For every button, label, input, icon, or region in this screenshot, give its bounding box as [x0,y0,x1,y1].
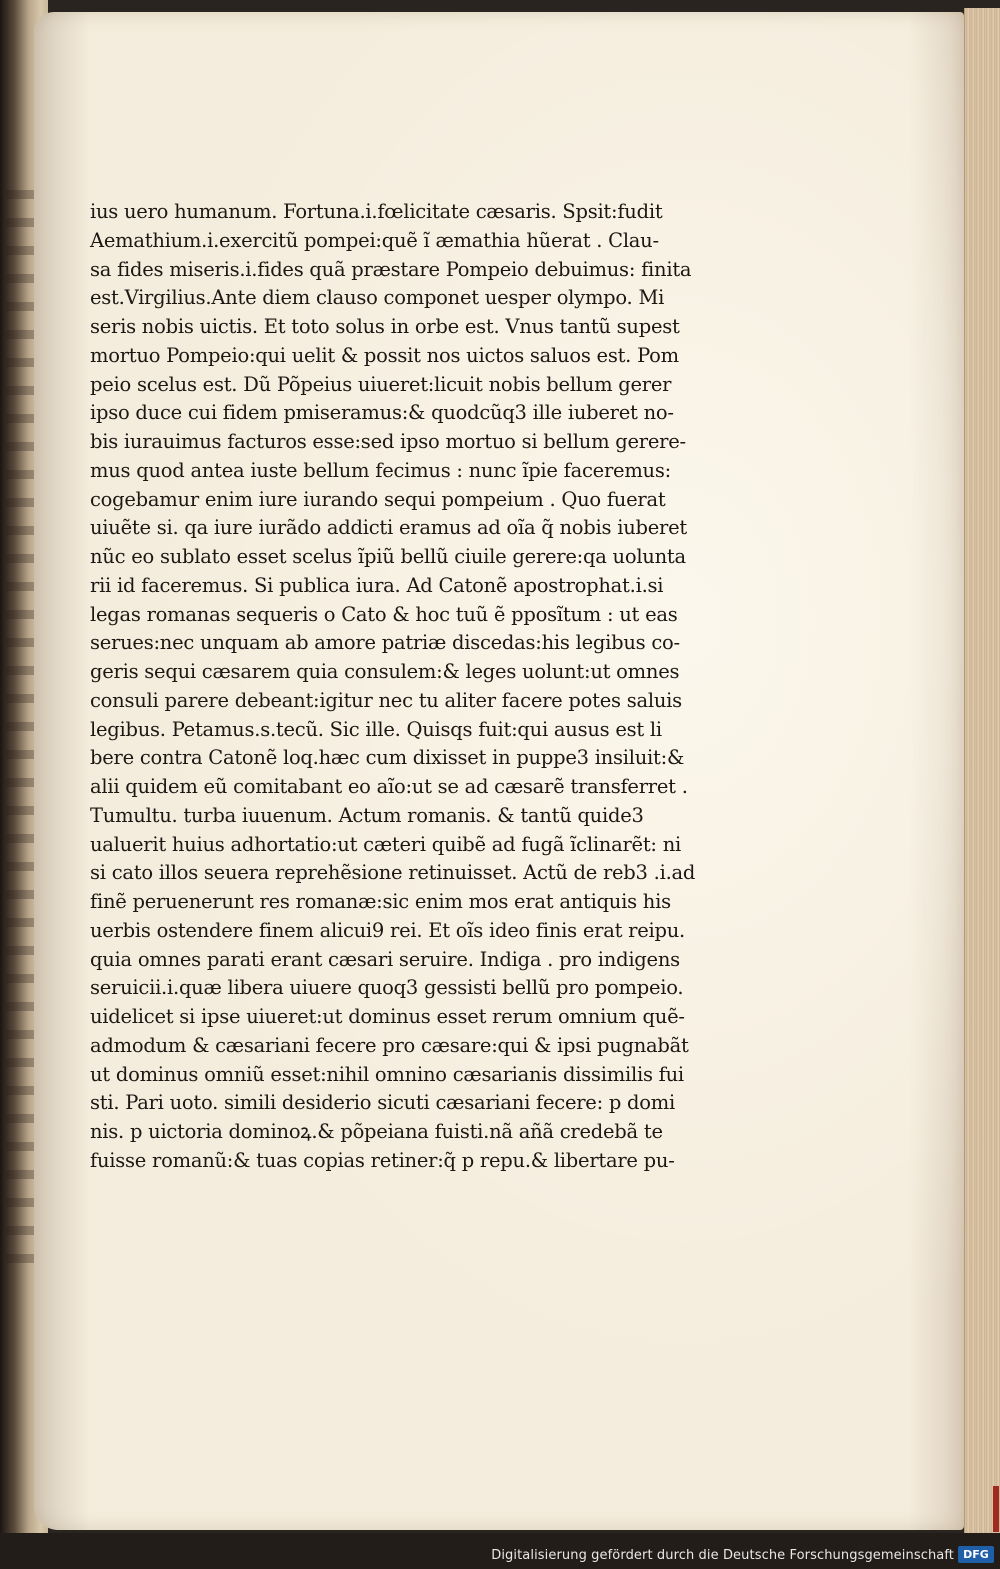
text-line: seris nobis uictis. Et toto solus in orbe est. Vnus tantũ supest [90,315,680,338]
text-line: ipso duce cui fidem pmiseramus:& quodcũq3 ille iuberet no- [90,401,674,425]
text-line: serues:nec unquam ab amore patriæ discedas:his legibus co- [90,631,680,655]
text-line: seruicii.i.quæ libera uiuere quoq3 gessisti bellũ pro pompeio. [90,976,684,1000]
text-line: si cato illos seuera reprehẽsione retinuisset. Actũ de reb3 .i.ad [90,861,696,885]
text-line: ut dominus omniũ esset:nihil omnino cæsarianis dissimilis fui [90,1062,684,1086]
text-line: mortuo Pompeio:qui uelit & possit nos uictos saluos est. Pom [90,343,679,367]
text-line: admodum & cæsariani fecere pro cæsare:qui & ipsi pugnabãt [90,1033,689,1057]
dfg-logo-icon: DFG [958,1546,994,1563]
text-line: Aemathium.i.exercitũ pompei:quẽ ĩ æmathia hũerat . Clau- [90,228,659,252]
text-line: mus quod antea iuste bellum fecimus : nunc ĩpie faceremus: [90,458,671,482]
text-line: rii id faceremus. Si publica iura. Ad Catonẽ apostrophat.i.si [90,573,664,597]
text-line: ualuerit huius adhortatio:ut cæteri quibẽ ad fugã ĩclinarẽt: ni [90,832,681,856]
text-line: nis. p uictoria dominoꝝ.& põpeiana fuisti.nã añã credebã te [90,1120,663,1143]
text-line: bere contra Catonẽ loq.hæc cum dixisset in puppe3 insiluit:& [90,746,685,770]
text-line: uidelicet si ipse uiueret:ut dominus esset rerum omnium quẽ- [90,1005,685,1028]
text-line: est.Virgilius.Ante diem clauso componet uesper olympo. Mi [90,286,665,310]
commentary-text-block [90,198,696,1176]
text-line: bis iurauimus facturos esse:sed ipso mortuo si bellum gerere- [90,430,686,453]
text-line: fuisse romanũ:& tuas copias retiner:q̃ p repu.& libertare pu- [90,1148,675,1172]
text-line: Tumultu. turba iuuenum. Actum romanis. & tantũ quide3 [90,803,644,827]
text-line: sti. Pari uoto. simili desiderio sicuti cæsariani fecere: p domi [90,1091,675,1115]
text-line: peio scelus est. Dũ Põpeius uiueret:licuit nobis bellum gerer [90,372,672,396]
text-line: uiuẽte si. qa iure iurãdo addicti eramus ad oĩa q̃ nobis iuberet [90,516,687,540]
page-stack-fore-edge [964,8,1000,1536]
text-line: finẽ peruenerunt res romanæ:sic enim mos erat antiquis his [90,890,671,913]
text-line: geris sequi cæsarem quia consulem:& leges uolunt:ut omnes [90,660,680,683]
text-line: cogebamur enim iure iurando sequi pompeium . Quo fuerat [90,487,666,511]
funding-credit: Digitalisierung gefördert durch die Deutsche Forschungsgemeinschaft [491,1548,954,1563]
bookmark-ribbon [993,1486,999,1532]
text-line: legas romanas sequeris o Cato & hoc tuũ ẽ pposĩtum : ut eas [90,602,678,626]
text-line: consuli parere debeant:igitur nec tu aliter facere potes saluis [90,688,682,712]
text-line: alii quidem eũ comitabant eo aĩo:ut se ad cæsarẽ transferret . [90,775,688,798]
text-line: legibus. Petamus.s.tecũ. Sic ille. Quisqs fuit:qui ausus est li [90,717,662,741]
text-line: quia omnes parati erant cæsari seruire. Indiga . pro indigens [90,947,680,971]
text-line: nũc eo sublato esset scelus ĩpiũ bellũ ciuile gerere:qa uolunta [90,545,686,568]
text-line: sa fides miseris.i.fides quã præstare Pompeio debuimus: finita [90,257,692,281]
text-line: ius uero humanum. Fortuna.i.fœlicitate cæsaris. Spsit:fudit [90,200,663,223]
text-line: uerbis ostendere finem alicui9 rei. Et oĩs ideo finis erat reipu. [90,918,685,942]
